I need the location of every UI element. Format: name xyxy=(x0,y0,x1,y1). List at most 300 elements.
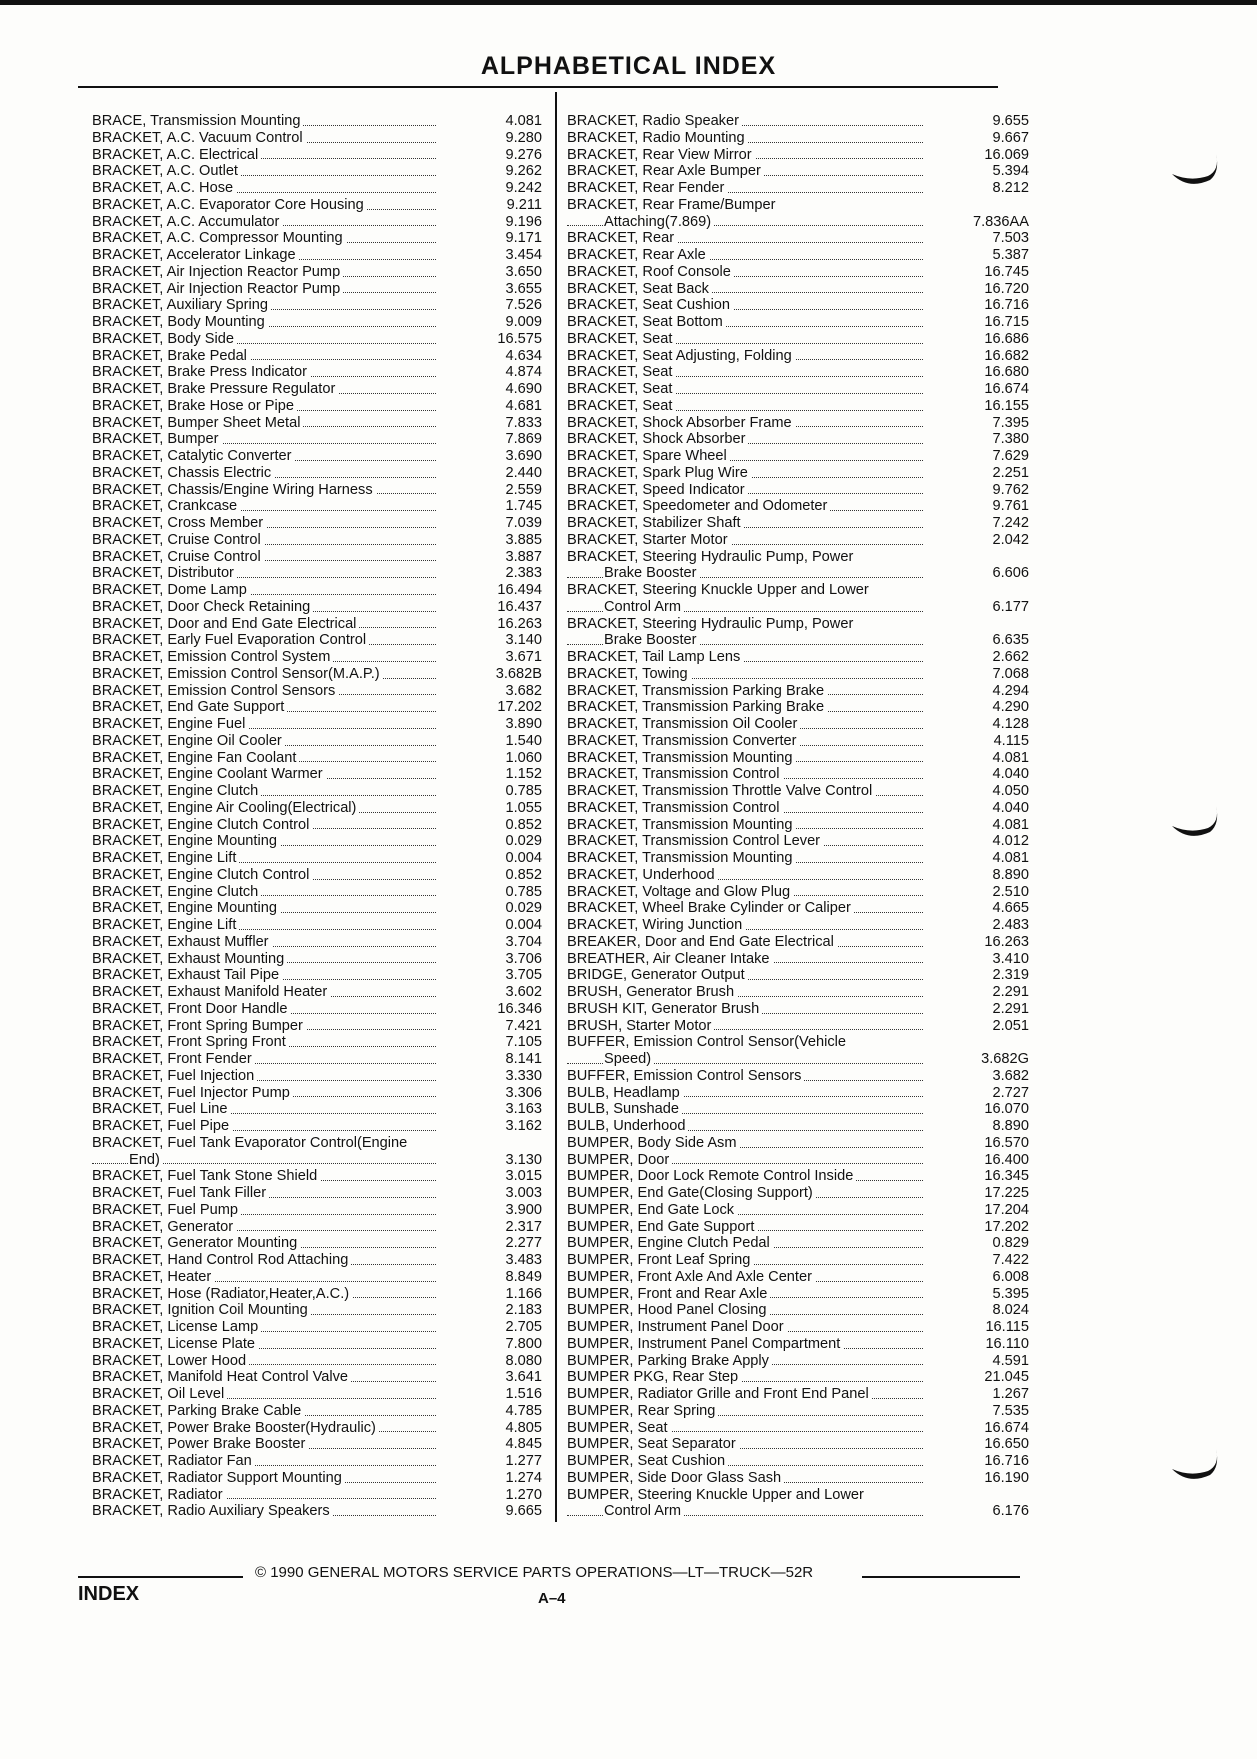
entry-page-ref: 4.591 xyxy=(992,1352,1029,1369)
entry-page-ref: 6.176 xyxy=(992,1503,1029,1520)
index-entry xyxy=(92,297,542,314)
entry-label: BUMPER, Seat Separator xyxy=(567,1436,739,1452)
entry-page-ref: 4.128 xyxy=(992,716,1029,732)
entry-page-ref: 3.690 xyxy=(505,448,542,464)
entry-label: BRACKET, License Lamp xyxy=(92,1319,261,1335)
index-entry xyxy=(92,1453,542,1470)
index-entry xyxy=(92,699,542,716)
entry-label: BRACKET, Transmission Control xyxy=(567,800,783,816)
index-entry xyxy=(92,1436,542,1453)
entry-label: BRACKET, Transmission Parking Brake xyxy=(567,683,827,699)
entry-label: BRACKET, Rear Axle Bumper xyxy=(567,163,764,179)
index-entry xyxy=(567,616,1029,633)
index-entry xyxy=(92,1319,542,1336)
index-entry xyxy=(92,498,542,515)
entry-label: BRACKET, Generator xyxy=(92,1219,236,1235)
entry-page-ref: 16.346 xyxy=(497,1000,542,1017)
entry-label: BRACKET, Lower Hood xyxy=(92,1353,249,1369)
entry-page-ref: 3.885 xyxy=(505,531,542,548)
index-entry xyxy=(567,951,1029,968)
index-entry xyxy=(567,1470,1029,1487)
entry-label: BRACKET, Rear Fender xyxy=(567,180,727,196)
index-entry xyxy=(92,398,542,415)
entry-page-ref: 7.242 xyxy=(992,515,1029,531)
entry-page-ref: 16.110 xyxy=(985,1335,1029,1352)
entry-label: BRACKET, Seat Bottom xyxy=(567,314,726,330)
index-entry xyxy=(567,582,1029,599)
index-entry xyxy=(92,565,542,582)
index-entry xyxy=(567,649,1029,666)
entry-page-ref: 3.162 xyxy=(505,1118,542,1134)
entry-page-ref: 16.345 xyxy=(984,1168,1029,1185)
index-entry xyxy=(567,415,1029,432)
index-entry xyxy=(92,616,542,633)
entry-label: BRACKET, A.C. Vacuum Control xyxy=(92,130,306,146)
entry-page-ref: 7.800 xyxy=(505,1335,542,1352)
index-entry xyxy=(92,465,542,482)
index-entry xyxy=(92,1001,542,1018)
entry-page-ref: 16.263 xyxy=(984,933,1029,950)
index-entry xyxy=(92,1185,542,1202)
index-entry xyxy=(567,1118,1029,1135)
entry-label: BRACKET, Rear View Mirror xyxy=(567,147,755,163)
entry-page-ref: 9.667 xyxy=(992,129,1029,146)
index-entry xyxy=(567,1269,1029,1286)
entry-label: BRACKET, Oil Level xyxy=(92,1386,227,1402)
index-entry xyxy=(567,448,1029,465)
entry-page-ref: 7.395 xyxy=(992,414,1029,431)
index-entry xyxy=(567,1420,1029,1437)
index-entry xyxy=(92,783,542,800)
index-entry xyxy=(92,884,542,901)
entry-label: BRACKET, End Gate Support xyxy=(92,699,287,715)
entry-page-ref: 1.270 xyxy=(505,1486,542,1503)
index-entry xyxy=(567,1302,1029,1319)
index-entry xyxy=(92,1235,542,1252)
entry-label: BRACKET, Crankcase xyxy=(92,498,240,514)
entry-label: BRACKET, Manifold Heat Control Valve xyxy=(92,1369,351,1385)
entry-label: BRACKET, Seat Adjusting, Folding xyxy=(567,348,795,364)
entry-page-ref: 8.212 xyxy=(992,180,1029,196)
index-entry xyxy=(92,415,542,432)
index-entry xyxy=(567,247,1029,264)
index-entry xyxy=(567,699,1029,716)
entry-page-ref: 21.045 xyxy=(984,1369,1029,1386)
index-entry xyxy=(567,1185,1029,1202)
index-entry xyxy=(567,431,1029,448)
index-entry xyxy=(567,381,1029,398)
index-entry xyxy=(567,549,1029,566)
entry-page-ref: 16.716 xyxy=(984,1453,1029,1469)
index-entry xyxy=(92,750,542,767)
index-entry xyxy=(92,1470,542,1487)
index-entry xyxy=(567,1152,1029,1169)
index-entry xyxy=(567,783,1029,800)
entry-label: BRACKET, Engine Fuel xyxy=(92,716,248,732)
index-entry xyxy=(92,817,542,834)
entry-label: BRACKET, Fuel Pipe xyxy=(92,1118,232,1134)
entry-label: BRACKET, Door Check Retaining xyxy=(92,599,313,615)
entry-label: BRACKET, Wiring Junction xyxy=(567,917,745,933)
entry-page-ref: 16.155 xyxy=(984,397,1029,414)
entry-page-ref: 4.294 xyxy=(992,682,1029,699)
index-entry xyxy=(92,951,542,968)
entry-page-ref: 3.003 xyxy=(505,1185,542,1201)
entry-label: BRACKET, Engine Coolant Warmer xyxy=(92,766,326,782)
index-entry xyxy=(567,900,1029,917)
entry-label: BRACKET, Hand Control Rod Attaching xyxy=(92,1252,351,1268)
entry-label: BRACKET, License Plate xyxy=(92,1336,258,1352)
entry-label: BRACKET, Cross Member xyxy=(92,515,266,531)
index-entry xyxy=(92,482,542,499)
index-entry xyxy=(92,1369,542,1386)
entry-page-ref: 2.705 xyxy=(505,1319,542,1335)
index-entry xyxy=(92,1302,542,1319)
index-column-right xyxy=(567,113,1029,1520)
index-entry xyxy=(567,632,1029,649)
entry-label: BRACKET, Front Spring Bumper xyxy=(92,1018,306,1034)
entry-label: BRACKET, Auxiliary Spring xyxy=(92,297,271,313)
index-entry xyxy=(92,515,542,532)
entry-page-ref: 3.483 xyxy=(505,1252,542,1268)
top-rule xyxy=(0,0,1257,5)
entry-page-ref: 7.039 xyxy=(505,515,542,531)
entry-label: BRACKET, Engine Lift xyxy=(92,850,239,866)
entry-label: BUMPER, Hood Panel Closing xyxy=(567,1302,770,1318)
entry-page-ref: 2.727 xyxy=(992,1084,1029,1101)
entry-page-ref: 7.526 xyxy=(505,297,542,314)
entry-label: BRACKET, Emission Control Sensors xyxy=(92,683,338,699)
footer-rule-right xyxy=(862,1576,1020,1578)
index-entry xyxy=(567,934,1029,951)
entry-label: BRACKET, Catalytic Converter xyxy=(92,448,295,464)
index-entry xyxy=(92,683,542,700)
entry-label: Brake Booster xyxy=(604,565,699,581)
entry-label: BULB, Headlamp xyxy=(567,1085,683,1101)
index-entry xyxy=(567,1135,1029,1152)
entry-page-ref: 3.890 xyxy=(505,716,542,732)
entry-page-ref: 1.745 xyxy=(505,498,542,515)
index-entry xyxy=(92,1487,542,1504)
entry-label: BUMPER, Instrument Panel Door xyxy=(567,1319,787,1335)
entry-label: BRACKET, Emission Control System xyxy=(92,649,333,665)
footer-copyright: © 1990 GENERAL MOTORS SERVICE PARTS OPERATIONS—LT—TRUCK—52R xyxy=(255,1564,814,1581)
entry-label: BRACKET, Transmission Converter xyxy=(567,733,800,749)
entry-label: BRACKET, Radiator Support Mounting xyxy=(92,1470,345,1486)
index-entry xyxy=(567,1503,1029,1520)
entry-page-ref: 1.277 xyxy=(505,1453,542,1469)
index-entry xyxy=(92,716,542,733)
entry-label: BRACKET, A.C. Compressor Mounting xyxy=(92,230,346,246)
entry-page-ref: 8.080 xyxy=(505,1352,542,1369)
entry-page-ref: 3.682B xyxy=(495,665,542,682)
entry-page-ref: 4.805 xyxy=(505,1419,542,1436)
index-entry xyxy=(567,1353,1029,1370)
entry-label: Control Arm xyxy=(604,599,684,615)
index-entry xyxy=(567,197,1029,214)
entry-page-ref: 3.454 xyxy=(505,247,542,263)
entry-page-ref: 2.251 xyxy=(992,464,1029,481)
index-entry xyxy=(567,1319,1029,1336)
entry-page-ref: 9.655 xyxy=(992,113,1029,129)
entry-page-ref: 16.190 xyxy=(984,1469,1029,1486)
entry-label: BRACKET, Seat xyxy=(567,331,675,347)
index-entry xyxy=(567,532,1029,549)
index-entry xyxy=(92,1503,542,1520)
entry-page-ref: 16.575 xyxy=(497,330,542,347)
entry-label: BRACKET, Tail Lamp Lens xyxy=(567,649,743,665)
index-entry xyxy=(567,348,1029,365)
index-entry xyxy=(92,1420,542,1437)
entry-page-ref: 2.291 xyxy=(992,984,1029,1000)
entry-page-ref: 7.833 xyxy=(505,414,542,431)
index-entry xyxy=(92,900,542,917)
entry-page-ref: 9.276 xyxy=(505,146,542,163)
index-entry xyxy=(567,683,1029,700)
index-entry xyxy=(92,1018,542,1035)
entry-page-ref: 7.105 xyxy=(505,1034,542,1051)
entry-label: BRACKET, Shock Absorber Frame xyxy=(567,415,795,431)
entry-label: BRACKET, Early Fuel Evaporation Control xyxy=(92,632,369,648)
index-entry xyxy=(92,766,542,783)
entry-label: BRACKET, Rear Axle xyxy=(567,247,709,263)
index-entry xyxy=(92,113,542,130)
footer-rule-left xyxy=(78,1576,243,1578)
entry-page-ref: 3.705 xyxy=(505,967,542,984)
entry-page-ref: 3.306 xyxy=(505,1084,542,1101)
entry-label: BUMPER, Instrument Panel Compartment xyxy=(567,1336,843,1352)
entry-page-ref: 6.606 xyxy=(992,565,1029,582)
entry-label: BRUSH KIT, Generator Brush xyxy=(567,1001,762,1017)
entry-label: BRACKET, Fuel Line xyxy=(92,1101,230,1117)
entry-page-ref: 2.559 xyxy=(505,481,542,498)
entry-page-ref: 6.008 xyxy=(992,1268,1029,1285)
index-entry xyxy=(92,1386,542,1403)
entry-page-ref: 7.421 xyxy=(505,1017,542,1034)
entry-label: BRACKET, A.C. Outlet xyxy=(92,163,241,179)
index-entry xyxy=(567,1286,1029,1303)
entry-label: BRACKET, Bumper Sheet Metal xyxy=(92,415,303,431)
index-entry xyxy=(92,163,542,180)
entry-page-ref: 4.845 xyxy=(505,1436,542,1453)
entry-page-ref: 9.242 xyxy=(505,180,542,196)
entry-page-ref: 9.262 xyxy=(505,163,542,180)
index-entry xyxy=(92,197,542,214)
index-entry xyxy=(92,314,542,331)
entry-label: BRACKET, Wheel Brake Cylinder or Caliper xyxy=(567,900,854,916)
entry-label: BUFFER, Emission Control Sensor(Vehicle xyxy=(567,1034,849,1050)
index-entry xyxy=(567,113,1029,130)
entry-label: BRACKET, Engine Mounting xyxy=(92,833,280,849)
entry-page-ref: 7.380 xyxy=(992,431,1029,448)
entry-label: BULB, Sunshade xyxy=(567,1101,682,1117)
entry-page-ref: 4.081 xyxy=(992,850,1029,866)
index-entry xyxy=(567,1436,1029,1453)
entry-page-ref: 17.204 xyxy=(984,1201,1029,1218)
entry-label: BRACKET, Engine Clutch Control xyxy=(92,867,312,883)
index-entry xyxy=(567,482,1029,499)
entry-label: BUMPER, Seat xyxy=(567,1420,671,1436)
entry-page-ref: 1.152 xyxy=(505,766,542,783)
index-entry xyxy=(92,247,542,264)
entry-page-ref: 7.503 xyxy=(992,230,1029,247)
index-entry xyxy=(92,1135,542,1152)
index-entry xyxy=(92,214,542,231)
index-entry xyxy=(567,1001,1029,1018)
page-number: A–4 xyxy=(538,1590,566,1607)
entry-page-ref: 8.890 xyxy=(992,866,1029,883)
entry-page-ref: 8.141 xyxy=(505,1051,542,1067)
entry-page-ref: 3.650 xyxy=(505,263,542,280)
entry-page-ref: 9.196 xyxy=(505,213,542,230)
entry-label: BRACKET, Radio Auxiliary Speakers xyxy=(92,1503,333,1519)
index-entry xyxy=(567,214,1029,231)
entry-page-ref: 4.012 xyxy=(992,833,1029,850)
entry-label: BRACKET, Fuel Tank Evaporator Control(Engine xyxy=(92,1135,410,1151)
index-entry xyxy=(567,331,1029,348)
index-entry xyxy=(92,331,542,348)
entry-page-ref: 9.665 xyxy=(505,1503,542,1520)
entry-label: BRACKET, Transmission Mounting xyxy=(567,750,795,766)
entry-page-ref: 4.665 xyxy=(992,900,1029,917)
entry-page-ref: 1.516 xyxy=(505,1386,542,1402)
entry-page-ref: 16.715 xyxy=(984,314,1029,330)
entry-label: Speed) xyxy=(604,1051,654,1067)
entry-page-ref: 3.655 xyxy=(505,280,542,297)
entry-page-ref: 4.681 xyxy=(505,397,542,414)
entry-label: BRACKET, Body Mounting xyxy=(92,314,268,330)
index-entry xyxy=(92,180,542,197)
index-entry xyxy=(92,917,542,934)
entry-label: BRACKET, Fuel Tank Stone Shield xyxy=(92,1168,320,1184)
entry-page-ref: 7.535 xyxy=(992,1402,1029,1419)
entry-label: BRACKET, A.C. Electrical xyxy=(92,147,261,163)
index-entry xyxy=(567,180,1029,197)
index-entry xyxy=(567,398,1029,415)
entry-label: BRACKET, A.C. Evaporator Core Housing xyxy=(92,197,367,213)
entry-page-ref: 1.166 xyxy=(505,1285,542,1302)
entry-page-ref: 0.785 xyxy=(505,883,542,900)
entry-label: BRACKET, Front Fender xyxy=(92,1051,255,1067)
entry-label: BRACKET, Towing xyxy=(567,666,691,682)
entry-label: BRACKET, Seat Back xyxy=(567,281,712,297)
index-entry xyxy=(567,716,1029,733)
entry-page-ref: 4.290 xyxy=(992,699,1029,716)
entry-page-ref: 8.890 xyxy=(992,1118,1029,1134)
entry-page-ref: 16.720 xyxy=(984,280,1029,297)
entry-page-ref: 3.330 xyxy=(505,1067,542,1084)
entry-page-ref: 8.024 xyxy=(992,1302,1029,1319)
entry-label: BRACKET, Accelerator Linkage xyxy=(92,247,299,263)
entry-page-ref: 3.641 xyxy=(505,1369,542,1386)
index-entry xyxy=(92,264,542,281)
entry-page-ref: 9.009 xyxy=(505,314,542,330)
entry-label: BRACKET, Roof Console xyxy=(567,264,734,280)
entry-label: BRACKET, Parking Brake Cable xyxy=(92,1403,304,1419)
entry-page-ref: 3.410 xyxy=(992,950,1029,967)
entry-label: BRACKET, Seat xyxy=(567,398,675,414)
entry-label: BRACKET, Engine Clutch xyxy=(92,884,261,900)
title-rule xyxy=(78,86,998,88)
entry-page-ref: 3.163 xyxy=(505,1101,542,1118)
entry-page-ref: 16.682 xyxy=(984,347,1029,364)
index-entry xyxy=(92,1353,542,1370)
entry-page-ref: 17.225 xyxy=(984,1185,1029,1201)
entry-page-ref: 17.202 xyxy=(497,699,542,716)
index-entry xyxy=(92,1051,542,1068)
index-entry xyxy=(567,1336,1029,1353)
entry-label: BRACKET, Ignition Coil Mounting xyxy=(92,1302,311,1318)
index-entry xyxy=(567,1219,1029,1236)
entry-label: BRACKET, Brake Pressure Regulator xyxy=(92,381,338,397)
entry-label: BRACKET, Steering Hydraulic Pump, Power xyxy=(567,616,856,632)
index-entry xyxy=(92,1403,542,1420)
index-entry xyxy=(92,733,542,750)
entry-label: BRACKET, Steering Hydraulic Pump, Power xyxy=(567,549,856,565)
entry-label: BUMPER, End Gate Support xyxy=(567,1219,757,1235)
index-entry xyxy=(567,465,1029,482)
entry-page-ref: 1.060 xyxy=(505,749,542,766)
entry-page-ref: 7.068 xyxy=(992,665,1029,682)
entry-label: BRACKET, Emission Control Sensor(M.A.P.) xyxy=(92,666,383,682)
entry-label: BRACKET, Shock Absorber xyxy=(567,431,748,447)
entry-label: BRACKET, Brake Hose or Pipe xyxy=(92,398,297,414)
index-entry xyxy=(92,833,542,850)
entry-label: BRIDGE, Generator Output xyxy=(567,967,748,983)
index-entry xyxy=(92,532,542,549)
entry-page-ref: 1.267 xyxy=(992,1386,1029,1402)
index-entry xyxy=(92,649,542,666)
entry-label: BRACKET, Steering Knuckle Upper and Lower xyxy=(567,582,872,598)
entry-label: BRACKET, Engine Mounting xyxy=(92,900,280,916)
entry-label: BRACKET, Rear Frame/Bumper xyxy=(567,197,778,213)
index-entry xyxy=(92,1101,542,1118)
index-entry xyxy=(92,632,542,649)
entry-page-ref: 9.762 xyxy=(992,481,1029,498)
entry-label: BRACKET, Seat Cushion xyxy=(567,297,733,313)
entry-page-ref: 3.704 xyxy=(505,933,542,950)
index-entry xyxy=(92,130,542,147)
entry-label: BRACKET, Fuel Pump xyxy=(92,1202,241,1218)
entry-page-ref: 0.004 xyxy=(505,917,542,933)
entry-label: BRACKET, A.C. Hose xyxy=(92,180,236,196)
entry-label: BREAKER, Door and End Gate Electrical xyxy=(567,934,837,950)
entry-label: BRACKET, Front Spring Front xyxy=(92,1034,289,1050)
entry-page-ref: 4.081 xyxy=(992,749,1029,766)
binder-hole-mark-icon xyxy=(1170,1445,1226,1487)
entry-label: End) xyxy=(129,1152,163,1168)
entry-label: BRACKET, Cruise Control xyxy=(92,549,264,565)
entry-page-ref: 7.422 xyxy=(992,1252,1029,1268)
entry-label: BRACKET, Hose (Radiator,Heater,A.C.) xyxy=(92,1286,352,1302)
index-entry xyxy=(92,1286,542,1303)
entry-label: BUMPER, Radiator Grille and Front End Panel xyxy=(567,1386,872,1402)
entry-page-ref: 16.570 xyxy=(984,1134,1029,1151)
index-entry xyxy=(92,666,542,683)
entry-page-ref: 4.081 xyxy=(505,113,542,129)
index-entry xyxy=(567,1034,1029,1051)
entry-page-ref: 5.387 xyxy=(992,247,1029,263)
index-entry xyxy=(92,348,542,365)
entry-page-ref: 3.900 xyxy=(505,1201,542,1218)
entry-label: BRACKET, Radio Speaker xyxy=(567,113,742,129)
entry-page-ref: 0.852 xyxy=(505,866,542,883)
entry-label: BRACKET, Spare Wheel xyxy=(567,448,730,464)
entry-page-ref: 1.540 xyxy=(505,732,542,749)
entry-page-ref: 6.635 xyxy=(992,632,1029,649)
index-entry xyxy=(92,1168,542,1185)
entry-label: BRACKET, Engine Oil Cooler xyxy=(92,733,285,749)
